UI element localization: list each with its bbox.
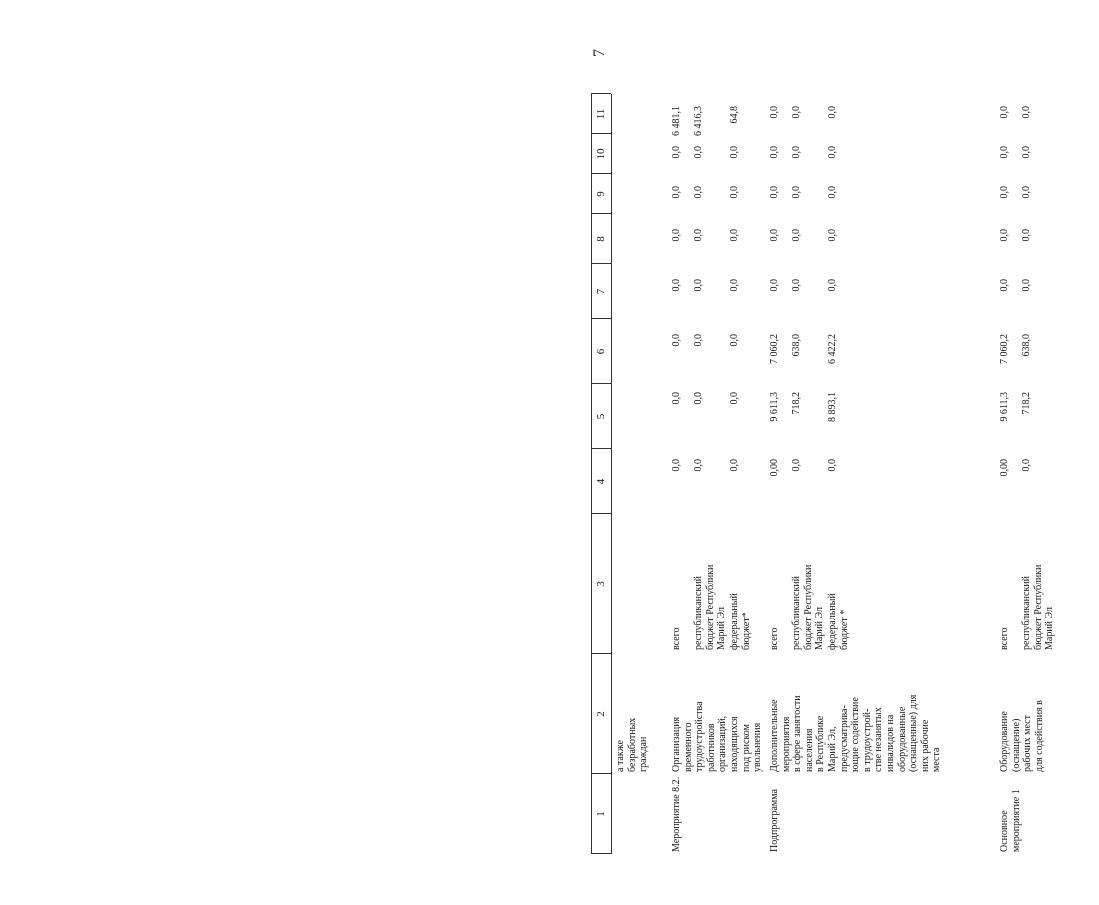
amount-value: 0,0	[729, 229, 740, 242]
budget-table	[591, 94, 1099, 854]
funding-source: республиканский бюджет Республики Марий Эл	[791, 564, 826, 650]
amount-value: 0,0	[1021, 146, 1032, 159]
amount-value: 0,00	[999, 459, 1010, 477]
amount-value: 0,0	[1021, 459, 1032, 472]
amount-value: 0,0	[999, 279, 1010, 292]
amount-value: 0,0	[671, 146, 682, 159]
amount-value: 0,0	[791, 186, 802, 199]
amount-value: 0,0	[671, 279, 682, 292]
amount-value: 0,0	[827, 186, 838, 199]
amount-value: 0,0	[1021, 106, 1032, 119]
amount-value: 638,0	[1021, 334, 1032, 357]
amount-value: 0,0	[769, 186, 780, 199]
row-label: Основное мероприятие 1	[999, 789, 1022, 852]
column-header: 1	[595, 811, 607, 817]
amount-value: 9 611,3	[769, 392, 780, 422]
column-header: 8	[595, 236, 607, 242]
amount-value: 718,2	[1021, 392, 1032, 415]
amount-value: 64,8	[729, 106, 740, 124]
amount-value: 0,0	[693, 186, 704, 199]
amount-value: 0,0	[769, 229, 780, 242]
amount-value: 0,0	[827, 229, 838, 242]
amount-value: 0,0	[693, 334, 704, 347]
funding-source: всего	[671, 627, 682, 650]
amount-value: 8 893,1	[827, 392, 838, 422]
column-header: 11	[595, 108, 607, 120]
column-header: 9	[595, 191, 607, 197]
amount-value: 0,0	[729, 279, 740, 292]
funding-source: федеральный бюджет*	[729, 593, 752, 650]
amount-value: 6 422,2	[827, 334, 838, 364]
page-number: 7	[591, 49, 608, 57]
funding-source: всего	[999, 627, 1010, 650]
amount-value: 0,00	[769, 459, 780, 477]
amount-value: 0,0	[827, 279, 838, 292]
row-description: Организация временного трудоустройства работников организаций, находящихся под риском увольнения	[671, 701, 764, 772]
amount-value: 0,0	[769, 279, 780, 292]
amount-value: 0,0	[999, 186, 1010, 199]
amount-value: 0,0	[693, 459, 704, 472]
column-header: 2	[595, 711, 607, 717]
amount-value: 638,0	[791, 334, 802, 357]
funding-source: всего	[769, 627, 780, 650]
amount-value: 0,0	[693, 146, 704, 159]
funding-source: республиканский бюджет Республики Марий Эл	[693, 564, 728, 650]
amount-value: 0,0	[791, 279, 802, 292]
row-label: Подпрограмма	[769, 789, 780, 852]
amount-value: 0,0	[1021, 186, 1032, 199]
amount-value: 0,0	[791, 146, 802, 159]
amount-value: 0,0	[791, 459, 802, 472]
header-bottom-rule	[611, 94, 612, 854]
column-header: 6	[595, 348, 607, 355]
amount-value: 0,0	[1021, 279, 1032, 292]
amount-value: 0,0	[693, 392, 704, 405]
amount-value: 0,0	[671, 392, 682, 405]
amount-value: 0,0	[729, 146, 740, 159]
amount-value: 0,0	[827, 459, 838, 472]
amount-value: 0,0	[729, 459, 740, 472]
amount-value: 0,0	[769, 146, 780, 159]
column-header: 7	[595, 288, 607, 295]
amount-value: 7 060,2	[769, 334, 780, 364]
amount-value: 0,0	[671, 459, 682, 472]
row-description: а также безработных граждан	[615, 717, 650, 772]
amount-value: 0,0	[999, 229, 1010, 242]
row-description: Дополнительные мероприятия в сфере занятости населения в Республике Марий Эл, предусматрива- ющие содействие в трудоустрой- стве незанятых инвалидов на оборудованные (оснащенные) для них рабочие места	[769, 694, 943, 772]
column-header: 3	[595, 581, 607, 587]
amount-value: 0,0	[671, 334, 682, 347]
amount-value: 6 481,1	[671, 106, 682, 136]
amount-value: 6 416,3	[693, 106, 704, 136]
amount-value: 0,0	[999, 146, 1010, 159]
amount-value: 0,0	[827, 106, 838, 119]
amount-value: 0,0	[791, 106, 802, 119]
row-description: Оборудование (оснащение) рабочих мест для содействия в	[999, 700, 1045, 772]
amount-value: 718,2	[791, 392, 802, 415]
column-header: 10	[595, 148, 607, 160]
amount-value: 0,0	[1021, 229, 1032, 242]
header-top-rule	[591, 94, 592, 854]
amount-value: 0,0	[769, 106, 780, 119]
amount-value: 0,0	[729, 186, 740, 199]
amount-value: 0,0	[671, 186, 682, 199]
funding-source: федеральный бюджет *	[827, 593, 850, 650]
amount-value: 0,0	[729, 392, 740, 405]
amount-value: 7 060,2	[999, 334, 1010, 364]
amount-value: 0,0	[693, 229, 704, 242]
amount-value: 0,0	[729, 334, 740, 347]
column-header: 4	[595, 478, 607, 485]
column-header: 5	[595, 413, 607, 420]
amount-value: 0,0	[791, 229, 802, 242]
amount-value: 9 611,3	[999, 392, 1010, 422]
amount-value: 0,0	[999, 106, 1010, 119]
amount-value: 0,0	[827, 146, 838, 159]
row-label: Мероприятие 8.2.	[671, 776, 682, 852]
funding-source: республиканский бюджет Республики Марий Эл	[1021, 564, 1056, 650]
amount-value: 0,0	[671, 229, 682, 242]
amount-value: 0,0	[693, 279, 704, 292]
